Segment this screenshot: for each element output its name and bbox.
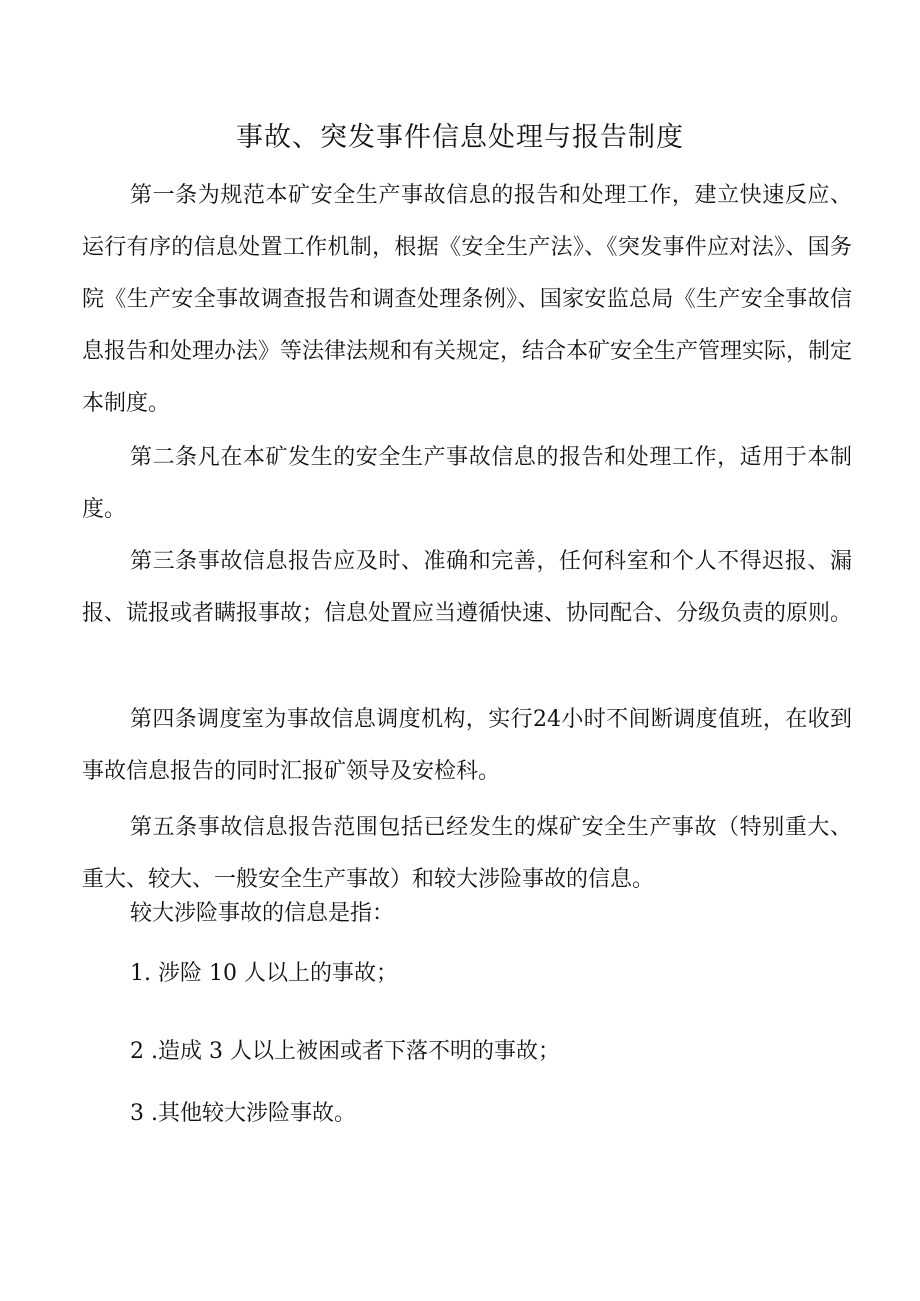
list-item-2: 2 .造成 3 人以上被困或者下落不明的事故； <box>130 1039 560 1064</box>
article-3: 第三条事故信息报告应及时、准确和完善，任何科室和个人不得迟报、漏报、谎报或者瞒报事故；信息处置应当遵循快速、协同配合、分级负责的原则。 <box>82 549 853 626</box>
list-item-3: 3 .其他较大涉险事故。 <box>130 1101 356 1126</box>
list-item-1: 1. 涉险 10 人以上的事故； <box>130 961 398 986</box>
document-title: 事故、突发事件信息处理与报告制度 <box>236 122 684 153</box>
definition-intro: 较大涉险事故的信息是指： <box>130 901 395 926</box>
article-1: 第一条为规范本矿安全生产事故信息的报告和处理工作，建立快速反应、运行有序的信息处置工作机制，根据《安全生产法》、《突发事件应对法》、国务院《生产安全事故调查报告和调查处理条例》、国家安监总局《生产安全事故信息报告和处理办法》等法律法规和有关规定，结合本矿安全生产管理实际，制定本制度。 <box>82 183 853 416</box>
article-4: 第四条调度室为事故信息调度机构，实行24小时不间断调度值班，在收到事故信息报告的同时汇报矿领导及安检科。 <box>82 707 852 784</box>
article-2: 第二条凡在本矿发生的安全生产事故信息的报告和处理工作，适用于本制度。 <box>82 445 852 522</box>
article-5: 第五条事故信息报告范围包括已经发生的煤矿安全生产事故（特别重大、重大、较大、一般安全生产事故）和较大涉险事故的信息。 <box>82 815 852 892</box>
